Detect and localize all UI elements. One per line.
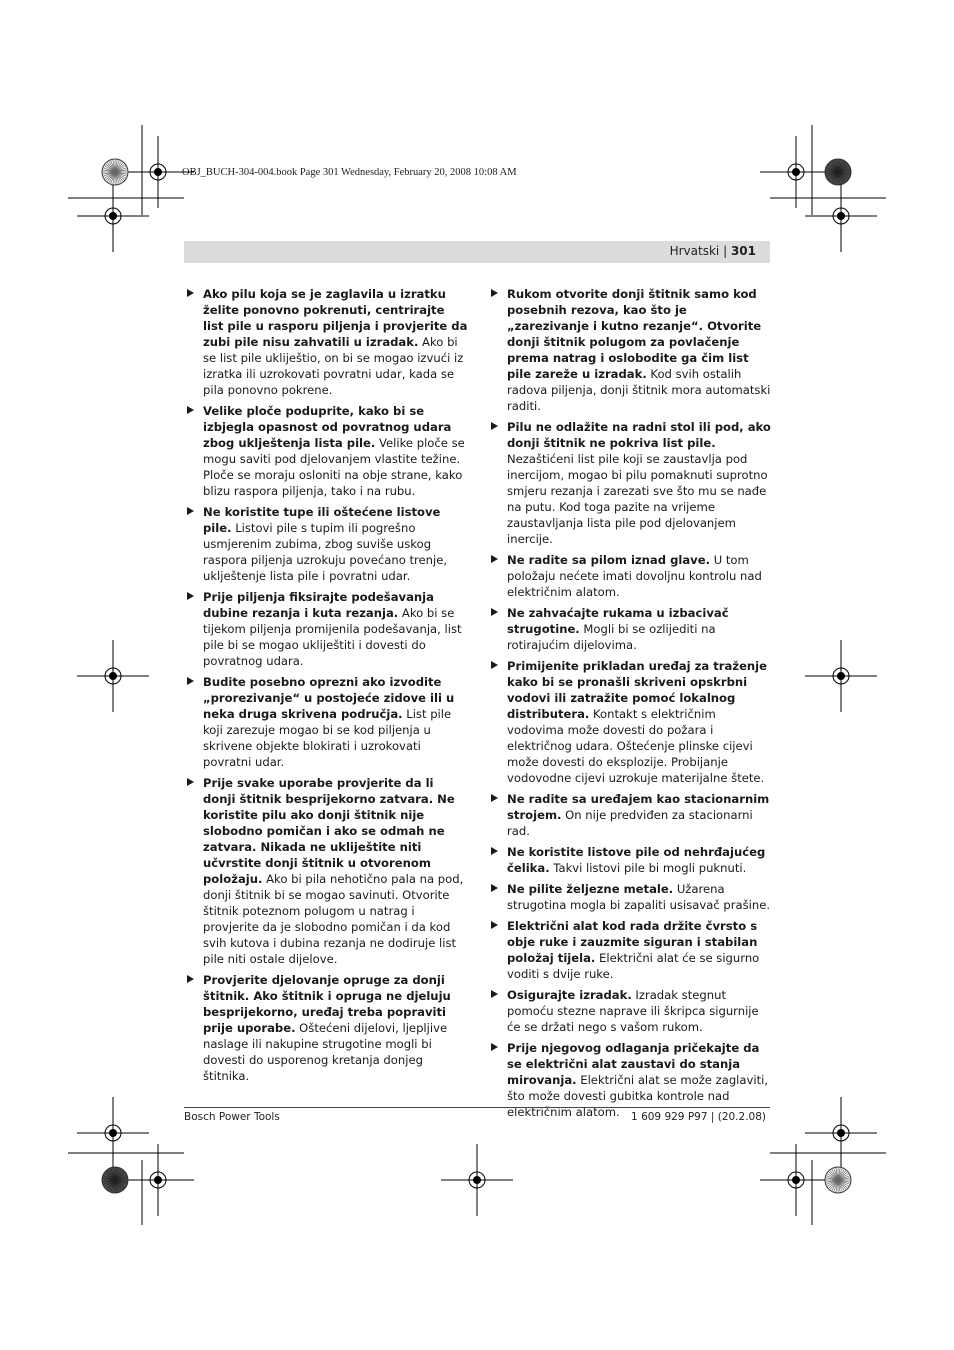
safety-instruction-item — [186, 972, 468, 1084]
header-text — [670, 244, 756, 258]
triangle-bullet-icon — [187, 507, 194, 515]
triangle-bullet-icon — [491, 794, 498, 802]
instruction-explanation-text: Mogli bi se ozlijediti na rotirajućim dijelovima. — [507, 622, 716, 652]
safety-instruction-item — [490, 881, 772, 913]
instruction-explanation-text: Nezaštićeni list pile koji se zaustavlja pod inercijom, mogao bi pilu pomaknuti suprotno smjeru rezanja i zarezati sve što mu se nađe na putu. Kod toga pazite na vrijeme zaustavljanja lista pile pod djelovanjem inercije. — [507, 452, 768, 546]
instruction-explanation-text: U tom položaju nećete imati dovoljnu kontrolu nad električnim alatom. — [507, 553, 762, 599]
instruction-explanation-text: List pile koji zarezuje mogao bi se kod piljenja u skrivene objekte blokirati i uzrokovati povratni udar. — [203, 707, 452, 769]
instruction-explanation-text: On nije predviđen za stacionarni rad. — [507, 808, 753, 838]
crosshair-center — [154, 1176, 162, 1184]
triangle-bullet-icon — [187, 778, 194, 786]
instruction-bold-text: Ne pilite željezne metale. — [507, 882, 674, 896]
crosshair-center — [792, 168, 800, 176]
instruction-explanation-text: Takvi listovi pile bi mogli puknuti. — [549, 861, 747, 875]
triangle-bullet-icon — [187, 975, 194, 983]
instruction-bold-text: Ne koristite listove pile od nehrđajućeg čelika. — [507, 845, 766, 875]
crosshair-center — [154, 168, 162, 176]
triangle-bullet-icon — [187, 289, 194, 297]
safety-instruction-item — [490, 1040, 772, 1120]
right-column — [490, 286, 772, 1125]
safety-instruction-item — [490, 918, 772, 982]
page-header — [184, 241, 770, 263]
footer-rule — [184, 1107, 770, 1108]
instruction-bold-text: Ne koristite tupe ili oštećene listove pile. — [203, 505, 441, 535]
instruction-bold-text: Provjerite djelovanje opruge za donji štitnik. Ako štitnik i opruga ne djeluju besprijekorno, uređaj treba popraviti prije uporabe. — [203, 973, 451, 1035]
footer-brand: Bosch Power Tools — [184, 1111, 280, 1123]
triangle-bullet-icon — [491, 1043, 498, 1051]
instruction-bold-text: Ako pilu koja se je zaglavila u izratku želite ponovno pokrenuti, centrirajte list pile u rasporu piljenja i provjerite da zubi pile nisu zahvatili u izradak. — [203, 287, 468, 349]
instruction-explanation-text: Izradak stegnut pomoću stezne naprave ili škripca sigurnije će se držati nego s vašom rukom. — [507, 988, 759, 1034]
crosshair-center — [837, 672, 845, 680]
instruction-bold-text: Primijenite prikladan uređaj za traženje kako bi se pronašli skriveni opskrbni vodovi ili zatražite pomoć lokalnog distributera. — [507, 659, 768, 721]
safety-instruction-item — [490, 844, 772, 876]
triangle-bullet-icon — [187, 406, 194, 414]
crosshair-center — [109, 212, 117, 220]
header-separator: | — [723, 244, 728, 258]
footer-document-number: 1 609 929 P97 | (20.2.08) — [631, 1111, 766, 1123]
instruction-bold-text: Pilu ne odlažite na radni stol ili pod, ako donji štitnik ne pokriva list pile. — [507, 420, 771, 450]
triangle-bullet-icon — [491, 884, 498, 892]
safety-instruction-item — [490, 286, 772, 414]
triangle-bullet-icon — [187, 592, 194, 600]
instruction-bold-text: Ne radite sa pilom iznad glave. — [507, 553, 711, 567]
triangle-bullet-icon — [491, 555, 498, 563]
crosshair-center — [837, 212, 845, 220]
safety-instruction-item — [490, 987, 772, 1035]
instruction-explanation-text: Električni alat se može zaglaviti, što može dovesti gubitka kontrole nad električnim alatom. — [507, 1073, 769, 1119]
instruction-bold-text: Električni alat kod rada držite čvrsto s obje ruke i zauzmite siguran i stabilan položaj tijela. — [507, 919, 758, 965]
safety-instruction-item — [490, 419, 772, 547]
triangle-bullet-icon — [491, 289, 498, 297]
safety-instruction-item — [490, 658, 772, 786]
safety-instruction-item — [186, 504, 468, 584]
crosshair-center — [837, 1129, 845, 1137]
safety-instruction-item — [490, 552, 772, 600]
safety-instruction-item — [186, 674, 468, 770]
instruction-explanation-text: Ako bi se tijekom piljenja promijenila podešavanja, list pile bi se mogao ukliještiti i dovesti do povratnog udara. — [203, 606, 462, 668]
safety-instruction-item — [186, 286, 468, 398]
triangle-bullet-icon — [491, 608, 498, 616]
instruction-bold-text: Ne zahvaćajte rukama u izbacivač strugotine. — [507, 606, 729, 636]
instruction-explanation-text: Listovi pile s tupim ili pogrešno usmjerenim zubima, zbog suviše uskog raspora piljenja uzrokuju povećano trenje, uklještenje lista pile i povratni udar. — [203, 521, 448, 583]
triangle-bullet-icon — [187, 677, 194, 685]
triangle-bullet-icon — [491, 847, 498, 855]
instruction-bold-text: Rukom otvorite donji štitnik samo kod posebnih rezova, kao što je „zarezivanje i kutno rezanje“. Otvorite donji štitnik polugom za povlačenje prema natrag i oslobodite ga čim list pile zareže u izradak. — [507, 287, 762, 381]
instruction-explanation-text: Užarena strugotina mogla bi zapaliti usisavač prašine. — [507, 882, 771, 912]
triangle-bullet-icon — [491, 990, 498, 998]
crosshair-center — [109, 672, 117, 680]
left-column — [186, 286, 468, 1089]
instruction-explanation-text: Ako bi se list pile ukliještio, on bi se mogao izvući iz izratka ili uzrokovati povratni udar, kada se pila ponovno pokrene. — [203, 335, 464, 397]
safety-instruction-item — [186, 775, 468, 967]
crosshair-center — [792, 1176, 800, 1184]
instruction-bold-text: Prije piljenja fiksirajte podešavanja dubine rezanja i kuta rezanja. — [203, 590, 434, 620]
safety-instruction-item — [186, 589, 468, 669]
triangle-bullet-icon — [491, 921, 498, 929]
instruction-bold-text: Prije svake uporabe provjerite da li donji štitnik besprijekorno zatvara. Ne koristite pilu ako donji štitnik nije slobodno pomičan i ako se odmah ne zatvara. Nikada ne ukliještite niti učvrstite donji štitnik u otvorenom položaju. — [203, 776, 455, 886]
instruction-bold-text: Velike ploče poduprite, kako bi se izbjegla opasnost od povratnog udara zbog uklještenja lista pile. — [203, 404, 452, 450]
crosshair-center — [109, 1129, 117, 1137]
instruction-bold-text: Prije njegovog odlaganja pričekajte da se električni alat zaustavi do stanja mirovanja. — [507, 1041, 760, 1087]
instruction-explanation-text: Velike ploče se mogu saviti pod djelovanjem vlastite težine. Ploče se moraju osloniti na obje strane, kako blizu raspora piljenja, tako i na rubu. — [203, 436, 465, 498]
page-number: 301 — [730, 244, 756, 258]
triangle-bullet-icon — [491, 422, 498, 430]
instruction-explanation-text: Kontakt s električnim vodovima može dovesti do požara i električnog udara. Oštećenje plinske cijevi može dovesti do eksplozije. Probijanje vodovodne cijevi uzrokuje materijalne štete. — [507, 707, 765, 785]
instruction-explanation-text: Ako bi pila nehotično pala na pod, donji štitnik bi se mogao savinuti. Otvorite štitnik poteznom polugom u natrag i provjerite da je slobodno pomičan i da kod svih kutova i dubina rezanja ne dodiruje list pile niti ostale dijelove. — [203, 872, 464, 966]
instruction-explanation-text: Električni alat će se sigurno voditi s dvije ruke. — [507, 951, 760, 981]
instruction-bold-text: Ne radite sa uređajem kao stacionarnim strojem. — [507, 792, 770, 822]
instruction-explanation-text: Kod svih ostalih radova piljenja, donji štitnik mora automatski raditi. — [507, 367, 771, 413]
print-slug: OBJ_BUCH-304-004.book Page 301 Wednesday, February 20, 2008 10:08 AM — [182, 167, 517, 178]
instruction-explanation-text: Oštećeni dijelovi, ljepljive naslage ili nakupine strugotine mogli bi dovesti do usporenog kretanja donjeg štitnika. — [203, 1021, 448, 1083]
instruction-bold-text: Osigurajte izradak. — [507, 988, 632, 1002]
crosshair-center — [473, 1176, 481, 1184]
triangle-bullet-icon — [491, 661, 498, 669]
safety-instruction-item — [490, 791, 772, 839]
header-language: Hrvatski — [669, 244, 720, 258]
safety-instruction-item — [186, 403, 468, 499]
safety-instruction-item — [490, 605, 772, 653]
instruction-bold-text: Budite posebno oprezni ako izvodite „prorezivanje“ u postojeće zidove ili u neka druga skrivena područja. — [203, 675, 455, 721]
